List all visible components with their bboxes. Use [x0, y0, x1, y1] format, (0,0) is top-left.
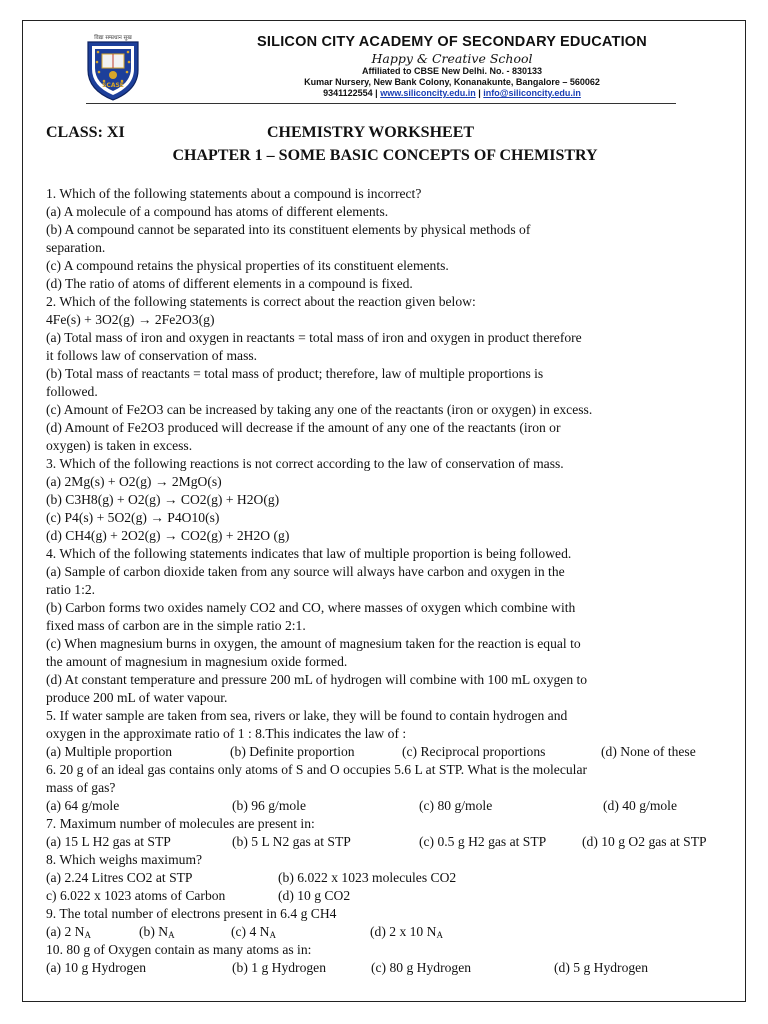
question-3-option-a: (a) 2Mg(s) + O2(g) → 2MgO(s): [46, 474, 222, 489]
question-8-options-row1: [46, 869, 736, 887]
question-3-option-d: (d) CH4(g) + 2O2(g) → CO2(g) + 2H2O (g): [46, 528, 290, 543]
question-7-option-d: (d) 10 g O2 gas at STP: [582, 834, 707, 849]
question-4-stem: 4. Which of the following statements indicates that law of multiple proportion is being followed.: [46, 546, 572, 561]
website-link[interactable]: www.siliconcity.edu.in: [380, 88, 476, 98]
question-10-option-b: (b) 1 g Hydrogen: [232, 960, 327, 975]
question-4-option-a-line2: ratio 1:2.: [46, 582, 96, 597]
question-6-option-d: (d) 40 g/mole: [603, 798, 677, 813]
question-2-option-a-line1: (a) Total mass of iron and oxygen in reactants = total mass of iron and oxygen in product therefore: [46, 330, 582, 345]
question-2-option-d-line2: oxygen) is taken in excess.: [46, 438, 193, 453]
logo-initials: SCASE: [102, 82, 124, 89]
question-5-stem-line2: oxygen in the approximate ratio of 1 : 8.This indicates the law of :: [46, 726, 407, 741]
question-4-option-d-line1: (d) At constant temperature and pressure 200 mL of hydrogen will combine with 100 mL oxygen to: [46, 672, 588, 687]
question-9-options: [46, 923, 736, 941]
question-8-stem: 8. Which weighs maximum?: [46, 852, 203, 867]
question-10-options: [46, 959, 736, 977]
question-4-option-d-line2: produce 200 mL of water vapour.: [46, 690, 228, 705]
affiliation: Affiliated to CBSE New Delhi. No. - 830133: [361, 66, 543, 76]
question-2-option-c: (c) Amount of Fe2O3 can be increased by taking any one of the reactants (iron or oxygen) in excess.: [46, 402, 593, 417]
question-3-option-c: (c) P4(s) + 5O2(g) → P4O10(s): [46, 510, 220, 525]
question-2-equation: 4Fe(s) + 3O2(g) → 2Fe2O3(g): [46, 312, 215, 327]
question-4-option-b-line2: fixed mass of carbon are in the simple ratio 2:1.: [46, 618, 306, 633]
question-1-option-b-line2: separation.: [46, 240, 106, 255]
question-9-option-b: (b) $N_A$: [139, 924, 175, 940]
question-10-option-a: (a) 10 g Hydrogen: [46, 960, 147, 975]
question-9-option-d: (d) 2 x 10 $N_A$: [370, 924, 443, 940]
question-10-stem: 10. 80 g of Oxygen contain as many atoms as in:: [46, 942, 312, 957]
separator: |: [478, 88, 481, 98]
letterhead: [36, 32, 736, 104]
question-9-option-c: (c) 4 $N_A$: [231, 924, 276, 940]
question-6-option-c: (c) 80 g/mole: [419, 798, 493, 813]
chapter-title: CHAPTER 1 – SOME BASIC CONCEPTS OF CHEMISTRY: [172, 147, 598, 164]
question-7-options: [46, 833, 736, 851]
question-6-stem-line1: 6. 20 g of an ideal gas contains only atoms of S and O occupies 5.6 L at STP. What is the molecular: [46, 762, 588, 777]
question-8-options-row2: [46, 887, 736, 905]
question-2-option-a-line2: it follows law of conservation of mass.: [46, 348, 258, 363]
questions-body: [46, 185, 736, 977]
question-2-option-b-line2: followed.: [46, 384, 98, 399]
question-7-option-b: (b) 5 L N2 gas at STP: [232, 834, 351, 849]
question-6-option-b: (b) 96 g/mole: [232, 798, 306, 813]
class-label: CLASS: XI: [46, 124, 125, 141]
question-2-option-b-line1: (b) Total mass of reactants = total mass of product; therefore, law of multiple proportions is: [46, 366, 544, 381]
question-8-option-a: (a) 2.24 Litres CO2 at STP: [46, 870, 193, 885]
header-divider: [86, 103, 676, 104]
question-2-stem: 2. Which of the following statements is correct about the reaction given below:: [46, 294, 476, 309]
question-1-option-c: (c) A compound retains the physical properties of its constituent elements.: [46, 258, 449, 273]
question-1-option-b-line1: (b) A compound cannot be separated into its constituent elements by physical methods of: [46, 222, 531, 237]
question-4-option-c-line2: the amount of magnesium in magnesium oxide formed.: [46, 654, 348, 669]
question-5-option-a: (a) Multiple proportion: [46, 744, 173, 759]
school-crest-logo: [82, 32, 144, 102]
question-7-option-c: (c) 0.5 g H2 gas at STP: [419, 834, 547, 849]
contact-line: [162, 88, 742, 99]
question-6-stem-line2: mass of gas?: [46, 780, 116, 795]
question-4-option-a-line1: (a) Sample of carbon dioxide taken from any source will always have carbon and oxygen in the: [46, 564, 565, 579]
question-9-stem: 9. The total number of electrons present in 6.4 g CH4: [46, 906, 337, 921]
question-5-option-c: (c) Reciprocal proportions: [402, 744, 546, 759]
question-5-option-d: (d) None of these: [601, 744, 696, 759]
question-1-option-a: (a) A molecule of a compound has atoms of different elements.: [46, 204, 389, 219]
question-4-option-b-line1: (b) Carbon forms two oxides namely CO2 and CO, where masses of oxygen which combine with: [46, 600, 576, 615]
school-name: SILICON CITY ACADEMY OF SECONDARY EDUCATION: [257, 34, 647, 50]
phone: 9341122554 |: [323, 88, 378, 98]
question-8-option-b: (b) 6.022 x 1023 molecules CO2: [278, 870, 457, 885]
question-1-stem: 1. Which of the following statements about a compound is incorrect?: [46, 186, 422, 201]
logo-motto: विद्या सम्प्रधान सुख: [94, 35, 132, 41]
worksheet-heading: [46, 124, 726, 165]
question-1-option-d: (d) The ratio of atoms of different elements in a compound is fixed.: [46, 276, 413, 291]
question-2-option-d-line1: (d) Amount of Fe2O3 produced will decrease if the amount of any one of the reactants (iron or: [46, 420, 561, 435]
question-5-option-b: (b) Definite proportion: [230, 744, 355, 759]
question-6-option-a: (a) 64 g/mole: [46, 798, 120, 813]
question-8-option-c: c) 6.022 x 1023 atoms of Carbon: [46, 888, 226, 903]
question-8-option-d: (d) 10 g CO2: [278, 888, 351, 903]
email-link[interactable]: info@siliconcity.edu.in: [483, 88, 581, 98]
question-6-options: [46, 797, 736, 815]
school-tagline: Happy & Creative School: [371, 51, 533, 66]
question-7-option-a: (a) 15 L H2 gas at STP: [46, 834, 171, 849]
question-7-stem: 7. Maximum number of molecules are present in:: [46, 816, 315, 831]
question-9-option-a: (a) 2 $N_A$: [46, 924, 91, 940]
question-10-option-c: (c) 80 g Hydrogen: [371, 960, 472, 975]
question-4-option-c-line1: (c) When magnesium burns in oxygen, the amount of magnesium taken for the reaction is equal to: [46, 636, 581, 651]
question-3-option-b: (b) C3H8(g) + O2(g) → CO2(g) + H2O(g): [46, 492, 280, 507]
question-5-options: [46, 743, 736, 761]
letterhead-text: [162, 34, 742, 99]
question-3-stem: 3. Which of the following reactions is not correct according to the law of conservation of mass.: [46, 456, 564, 471]
question-5-stem-line1: 5. If water sample are taken from sea, rivers or lake, they will be found to contain hydrogen and: [46, 708, 568, 723]
worksheet-title: CHEMISTRY WORKSHEET: [267, 124, 475, 141]
question-10-option-d: (d) 5 g Hydrogen: [554, 960, 649, 975]
school-address: Kumar Nursery, New Bank Colony, Konanakunte, Bangalore – 560062: [304, 77, 600, 87]
